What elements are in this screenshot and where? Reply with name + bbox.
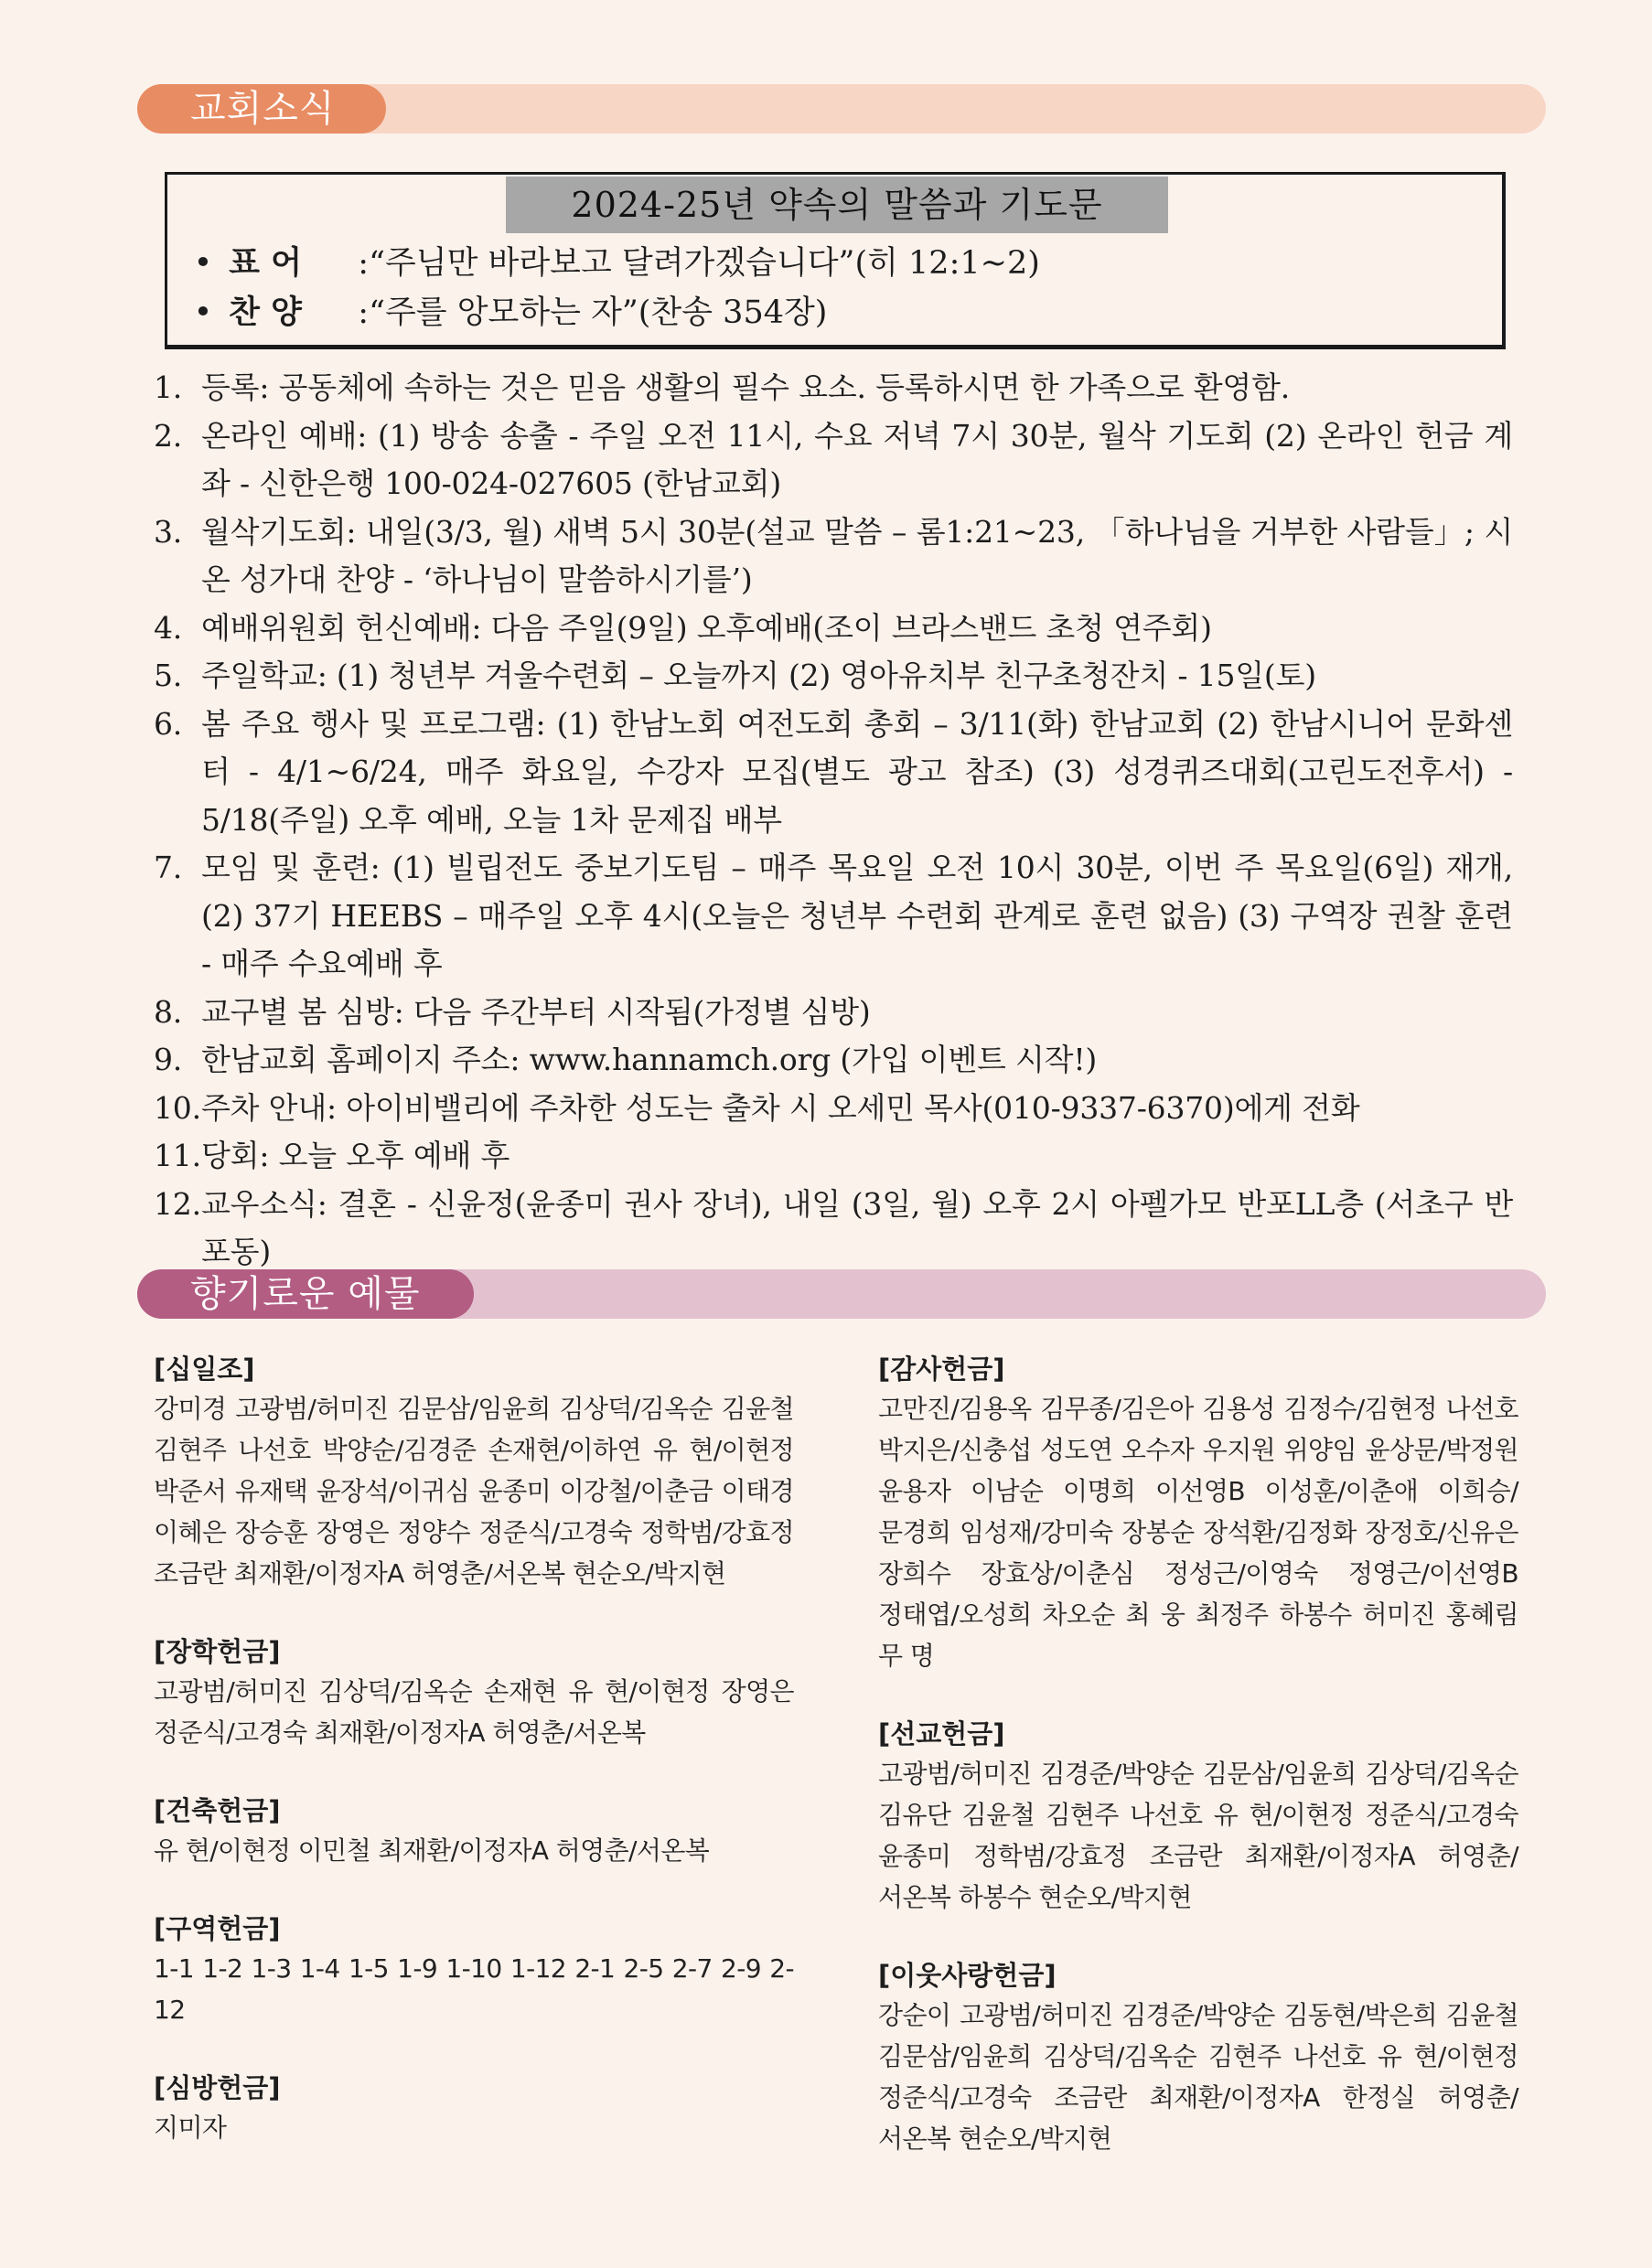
item-number: 2. — [154, 417, 183, 454]
announcement-item — [154, 1085, 1513, 1133]
offering-heading: [심방헌금] — [154, 2072, 281, 2103]
item-text: 예배위원회 헌신예배: 다음 주일(9일) 오후예배(조이 브라스밴드 초청 연주회) — [201, 609, 1212, 646]
news-section-header — [137, 84, 1546, 134]
announcement-item — [154, 1036, 1513, 1085]
item-text: 주일학교: (1) 청년부 겨울수련회 – 오늘까지 (2) 영아유치부 친구초청잔치 - 15일(토) — [201, 658, 1316, 693]
hymn-label: 찬 양 — [229, 294, 302, 331]
offering-column-right — [878, 1350, 1518, 2198]
offering-names: 고광범/허미진 김경준/박양순 김문삼/임윤희 김상덕/김옥순 김유단 김윤철 김현주 나선호 유 현/이현정 정준식/고경숙 윤종미 정학범/강효정 조금란 최재환/이정자A 허영춘/서온복 하봉수 현순오/박지현 — [878, 1759, 1518, 1912]
hymn-text: :“주를 앙모하는 자”(찬송 354장) — [358, 294, 828, 331]
news-section-title: 교회소식 — [137, 84, 386, 134]
offering-block-scholarship — [154, 1632, 794, 1753]
offering-block-thanksgiving — [878, 1350, 1518, 1676]
announcement-item — [154, 1132, 1513, 1181]
item-text: 당회: 오늘 오후 예배 후 — [201, 1138, 510, 1173]
announcement-item — [154, 701, 1513, 845]
item-number: 12. — [154, 1185, 201, 1222]
offering-heading: [이웃사랑헌금] — [878, 1960, 1057, 1991]
announcement-item — [154, 364, 1513, 412]
offering-heading: [장학헌금] — [154, 1636, 281, 1667]
bullet: • — [193, 245, 213, 282]
item-text: 월삭기도회: 내일(3/3, 월) 새벽 5시 30분(설교 말씀 – 롬1:21~23, 「하나님을 거부한 사람들」; 시온 성가대 찬양 - ‘하나님이 말씀하시기를’) — [201, 513, 1513, 597]
offering-block-visitation — [154, 2069, 794, 2148]
announcement-item — [154, 989, 1513, 1037]
item-number: 7. — [154, 850, 183, 885]
offering-names: 강미경 고광범/허미진 김문삼/임윤희 김상덕/김옥순 김윤철 김현주 나선호 박양순/김경준 손재현/이하연 유 현/이현정 박준서 유재택 윤장석/이귀심 윤종미 이강철/이춘금 이태경 이혜은 장승훈 장영은 정양수 정준식/고경숙 정학범/강효정 조금란 최재환/이정자A 허영춘/서온복 현순오/박지현 — [154, 1394, 794, 1589]
offering-names: 강순이 고광범/허미진 김경준/박양순 김동현/박은희 김윤철 김문삼/임윤희 김상덕/김옥순 김현주 나선호 유 현/이현정 정준식/고경숙 조금란 최재환/이정자A 한정실 허영춘/서온복 현순오/박지현 — [878, 2000, 1518, 2154]
announcement-item — [154, 412, 1513, 508]
offering-block-mission — [878, 1715, 1518, 1918]
item-number: 11. — [154, 1138, 201, 1173]
offering-block-neighbor-love — [878, 1956, 1518, 2159]
offering-names: 유 현/이현정 이민철 최재환/이정자A 허영춘/서온복 — [154, 1835, 710, 1866]
item-number: 3. — [154, 513, 183, 550]
offering-names: 고만진/김용옥 김무종/김은아 김용성 김정수/김현정 나선호 박지은/신충섭 성도연 오수자 우지원 위양임 윤상문/박정원 윤용자 이남순 이명희 이선영B 이성훈/이춘애 이희승/문경희 임성재/강미숙 장봉순 장석환/김정화 장정호/신유은 장희수 장효상/이춘심 정성근/이영숙 정영근/이선영B 정태엽/오성희 차오순 최 웅 최정주 하봉수 허미진 홍혜림 무 명 — [878, 1394, 1518, 1671]
announcement-item — [154, 652, 1513, 701]
item-number: 1. — [154, 369, 183, 405]
motto-line — [188, 241, 1040, 286]
announcement-item — [154, 844, 1513, 989]
offering-section-header — [137, 1269, 1546, 1319]
motto-label: 표 어 — [229, 245, 302, 282]
item-number: 6. — [154, 705, 183, 742]
offering-names: 1-1 1-2 1-3 1-4 1-5 1-9 1-10 1-12 2-1 2-5 2-7 2-9 2-12 — [154, 1953, 794, 2025]
item-text: 봄 주요 행사 및 프로그램: (1) 한남노회 여전도회 총회 – 3/11(화) 한남교회 (2) 한남시니어 문화센터 - 4/1~6/24, 매주 화요일, 수강자 모집(별도 광고 참조) (3) 성경퀴즈대회(고린도전후서) - 5/18(주일) 오후 예배, 오늘 1차 문제집 배부 — [201, 705, 1513, 838]
item-text: 등록: 공동체에 속하는 것은 믿음 생활의 필수 요소. 등록하시면 한 가족으로 환영함. — [201, 369, 1291, 405]
announcement-item — [154, 604, 1513, 653]
hymn-line — [188, 290, 827, 336]
offering-block-building — [154, 1792, 794, 1871]
offering-section-title: 향기로운 예물 — [137, 1269, 474, 1319]
offering-heading: [선교헌금] — [878, 1718, 1005, 1749]
offering-heading: [구역헌금] — [154, 1913, 281, 1944]
announcement-item — [154, 508, 1513, 604]
offering-heading: [건축헌금] — [154, 1795, 281, 1826]
item-number: 5. — [154, 658, 183, 693]
announcement-list — [154, 364, 1513, 1277]
item-number: 9. — [154, 1042, 183, 1077]
offering-names: 지미자 — [154, 2113, 227, 2143]
offering-block-tithe — [154, 1350, 794, 1594]
offering-heading: [십일조] — [154, 1353, 255, 1385]
offering-names: 고광범/허미진 김상덕/김옥순 손재현 유 현/이현정 장영은 정준식/고경숙 최재환/이정자A 허영춘/서온복 — [154, 1676, 794, 1748]
item-text: 교구별 봄 심방: 다음 주간부터 시작됨(가정별 심방) — [201, 993, 871, 1030]
item-number: 8. — [154, 993, 183, 1030]
item-text: 한남교회 홈페이지 주소: www.hannamch.org (가입 이벤트 시작!) — [201, 1042, 1098, 1077]
item-number: 10. — [154, 1089, 201, 1126]
motto-text: :“주님만 바라보고 달려가겠습니다”(히 12:1~2) — [358, 245, 1040, 282]
item-text: 교우소식: 결혼 - 신윤정(윤종미 권사 장녀), 내일 (3일, 월) 오후 2시 아펠가모 반포LL층 (서초구 반포동) — [201, 1185, 1513, 1269]
offering-heading: [감사헌금] — [878, 1353, 1005, 1385]
item-number: 4. — [154, 609, 183, 646]
item-text: 온라인 예배: (1) 방송 송출 - 주일 오전 11시, 수요 저녁 7시 30분, 월삭 기도회 (2) 온라인 헌금 계좌 - 신한은행 100-024-027605 (한남교회) — [201, 417, 1513, 501]
item-text: 모임 및 훈련: (1) 빌립전도 중보기도팀 – 매주 목요일 오전 10시 30분, 이번 주 목요일(6일) 재개, (2) 37기 HEEBS – 매주일 오후 4시(오늘은 청년부 수련회 관계로 훈련 없음) (3) 구역장 권찰 훈련 - 매주 수요예배 후 — [201, 850, 1513, 981]
promise-title: 2024-25년 약속의 말씀과 기도문 — [506, 177, 1168, 233]
offering-block-district — [154, 1910, 794, 2030]
bullet: • — [193, 294, 213, 331]
promise-box — [165, 172, 1506, 349]
announcement-item — [154, 1181, 1513, 1277]
offering-column-left — [154, 1350, 794, 2187]
item-text: 주차 안내: 아이비밸리에 주차한 성도는 출차 시 오세민 목사(010-9337-6370)에게 전화 — [201, 1089, 1360, 1126]
